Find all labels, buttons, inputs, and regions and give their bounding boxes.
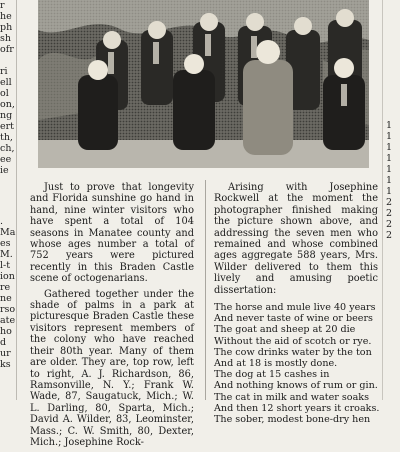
- left-edge-line: ofr: [0, 44, 14, 55]
- left-edge-line: ng: [0, 110, 13, 121]
- poem-line: And at 18 is mostly done.: [214, 358, 338, 370]
- left-edge-line: ate: [0, 315, 16, 326]
- poem-line: Without the aid of scotch or rye.: [214, 335, 372, 347]
- poem-line: And nothing knows of rum or gin.: [214, 380, 378, 392]
- left-edge-line: ee: [0, 154, 12, 165]
- left-edge-line: ch,: [0, 143, 15, 154]
- poem: [214, 302, 378, 425]
- right-edge-line: 2: [386, 208, 393, 219]
- left-edge-line: he: [0, 11, 12, 22]
- left-edge-line: ks: [0, 359, 11, 370]
- article-paragraph: Gathered together under the shade of palms in a park at picturesque Braden Castle these visitors represent members of the colony who have reached their 80th year. Many of them are older. They are, top row, left to right, A. J. Richardson, 86, Ramsonville, N. Y.; Frank W. Wade, 87, Saugatuck, Mich.; W. L. Darling, 80, Sparta, Mich.; David A. Wilder, 83, Leominster, Mass.; C. W. Smith, 80, Dexter, Mich.; Josephine Rock-: [30, 288, 194, 448]
- poem-line: The dog at 15 cashes in: [214, 369, 330, 381]
- column-divider: [205, 180, 206, 400]
- right-edge-line: 2: [386, 230, 393, 241]
- article-column-left: [30, 182, 194, 452]
- left-adjacent-column: [0, 0, 17, 400]
- right-edge-line: 1: [386, 153, 393, 164]
- left-edge-line: rso: [0, 304, 16, 315]
- left-edge-line: .: [0, 216, 4, 227]
- right-edge-line: 1: [386, 175, 393, 186]
- right-edge-line: 1: [386, 164, 393, 175]
- left-edge-line: [0, 55, 16, 66]
- left-edge-line: ert: [0, 121, 14, 132]
- left-edge-line: ie: [0, 165, 9, 176]
- poem-line: And never taste of wine or beers: [214, 313, 373, 325]
- left-edge-line: on,: [0, 99, 15, 110]
- left-edge-line: ho: [0, 326, 12, 337]
- left-edge-line: th,: [0, 132, 13, 143]
- left-edge-line: re: [0, 282, 11, 293]
- left-edge-line: es: [0, 238, 11, 249]
- article-paragraph: Just to prove that longevity and Florida sunshine go hand in hand, nine winter visitors who have spent a total of 104 seasons in Manatee county and whose ages number a total of 752 years were pictured recently in this Braden Castle scene of octogenarians.: [30, 182, 194, 285]
- left-edge-line: l-t: [0, 260, 11, 271]
- left-edge-line: Ma: [0, 227, 16, 238]
- poem-line: The horse and mule live 40 years: [214, 302, 376, 314]
- poem-line: The sober, modest bone-dry hen: [214, 414, 371, 426]
- photo-illustration: [38, 0, 369, 168]
- poem-line: The goat and sheep at 20 die: [214, 324, 356, 336]
- right-edge-line: 1: [386, 131, 393, 142]
- article-column-right: [214, 182, 378, 425]
- left-edge-line: ne: [0, 293, 12, 304]
- left-edge-line: ur: [0, 348, 11, 359]
- left-edge-line: M.: [0, 249, 13, 260]
- poem-line: And then 12 short years it croaks.: [214, 402, 380, 414]
- left-edge-line: ol: [0, 88, 9, 99]
- poem-line: The cow drinks water by the ton: [214, 346, 372, 358]
- left-edge-line: ri: [0, 66, 8, 77]
- right-edge-line: 2: [386, 197, 393, 208]
- poem-line: The cat in milk and water soaks: [214, 391, 370, 403]
- left-edge-line: ell: [0, 77, 12, 88]
- right-edge-line: 1: [386, 186, 393, 197]
- left-edge-line: sh: [0, 33, 11, 44]
- group-photo: [38, 0, 369, 168]
- left-edge-line: r: [0, 0, 5, 11]
- right-edge-line: 2: [386, 219, 393, 230]
- right-edge-line: 1: [386, 120, 393, 131]
- left-edge-line: d: [0, 337, 7, 348]
- left-edge-line: ion: [0, 271, 15, 282]
- right-adjacent-column: [382, 0, 400, 400]
- article-paragraph: Arising with Josephine Rockwell at the moment the photographer finished making the picture shown above, and addressing the seven men who remained and whose combined ages aggregate 588 years, Mrs. Wilder delivered to them this lively and amusing poetic dissertation:: [214, 182, 378, 296]
- left-edge-line: ph: [0, 22, 13, 33]
- right-edge-line: 1: [386, 142, 393, 153]
